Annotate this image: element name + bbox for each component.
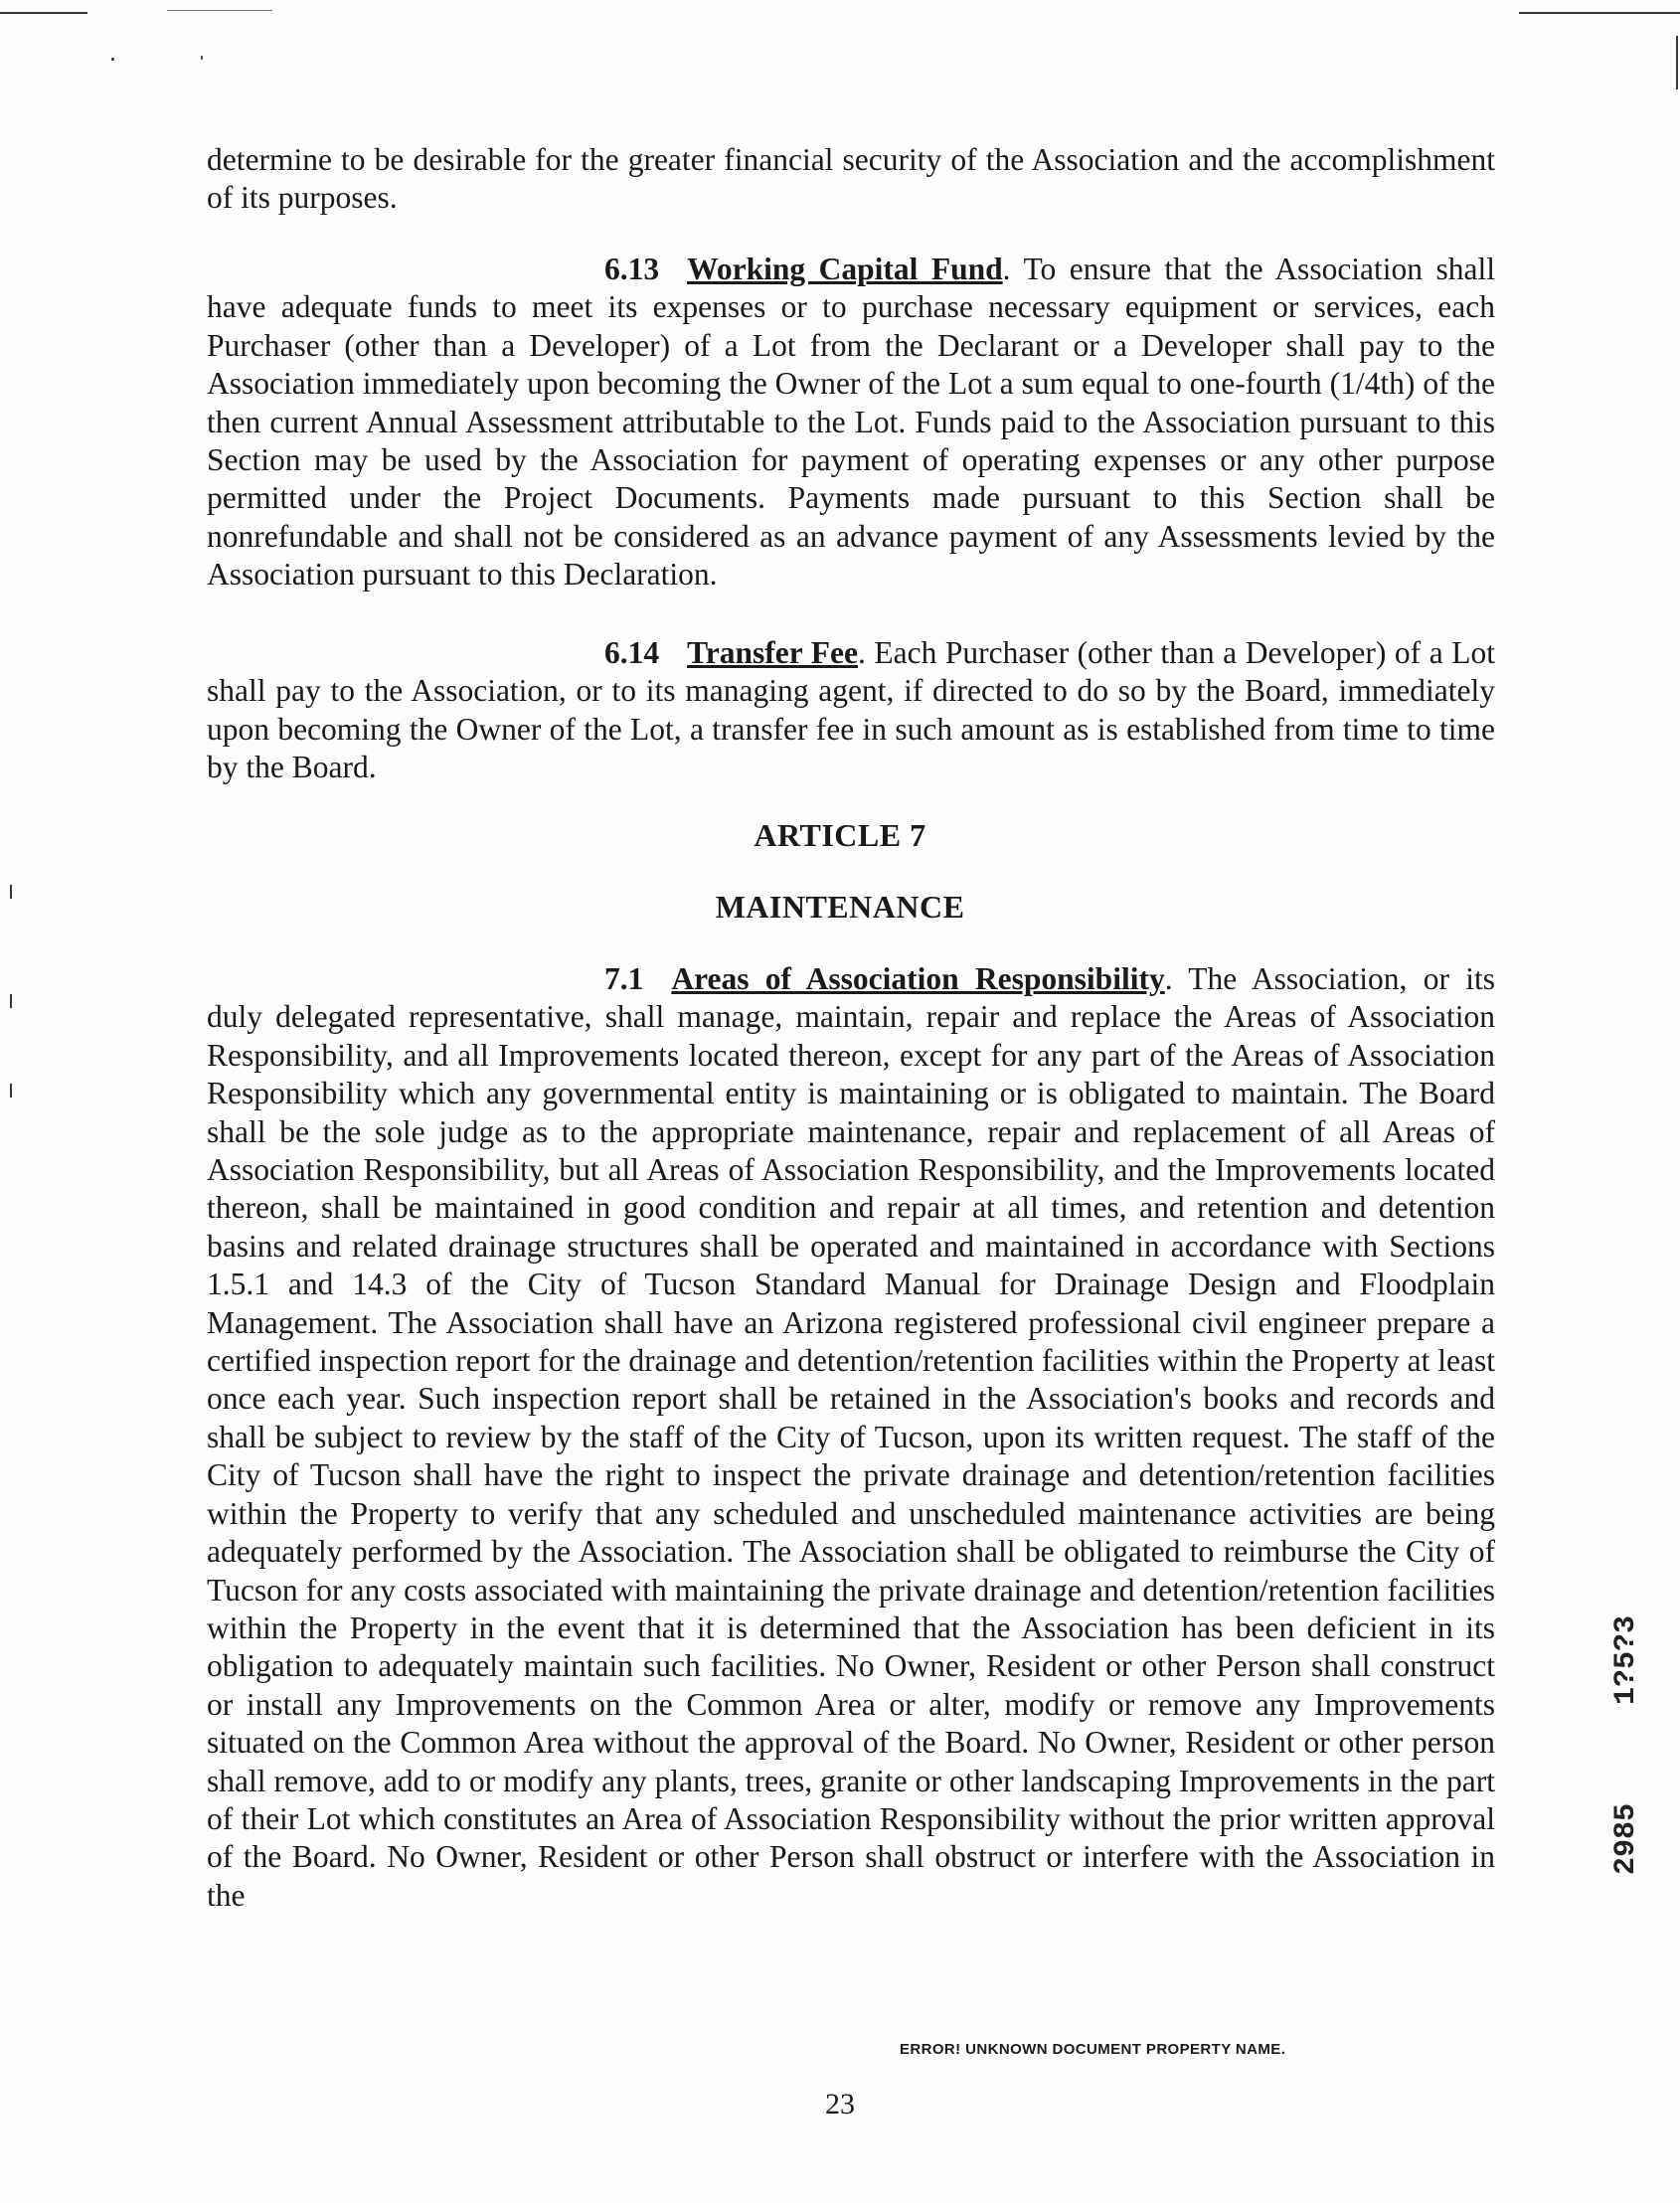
section-6-14: [207, 634, 1495, 787]
section-title: Areas of Association Responsibility: [671, 961, 1165, 996]
article-title: MAINTENANCE: [715, 889, 965, 925]
footer-document-code: ERROR! UNKNOWN DOCUMENT PROPERTY NAME.: [900, 2041, 1286, 2058]
section-body: . Each Purchaser (other than a Developer) of a Lot shall pay to the Association, or to its managing agent, if directed to do so by the Board, immediately upon becoming the Owner of the Lot, a transfer fee in such amount as is established from time to time by the Board.: [207, 635, 1495, 785]
margin-recording-stamp-top: 1?5?3: [1609, 1615, 1643, 1706]
scan-edge-line-top-center: [167, 10, 272, 11]
continued-paragraph: determine to be desirable for the greater financial security of the Association and the accomplishment of its purposes.: [207, 142, 1495, 216]
section-number: 7.1: [604, 961, 644, 996]
scan-edge-line-top-right: [1519, 12, 1680, 14]
section-7-1: [207, 960, 1495, 1915]
section-body: . The Association, or its duly delegated representative, shall manage, maintain, repair and replace the Areas of Association Responsibility, and all Improvements located thereon, except for any part of the Areas of Association Responsibility which any governmental entity is maintaining or is obligated to maintain. The Board shall be the sole judge as to the appropriate maintenance, repair and replacement of all Areas of Association Responsibility, but all Areas of Association Responsibility, and the Improvements located thereon, shall be maintained in good condition and repair at all times, and retention and detention basins and related drainage structures shall be operated and maintained in accordance with Sections 1.5.1 and 14.3 of the City of Tucson Standard Manual for Drainage Design and Floodplain Management. The Association shall have an Arizona registered professional civil engineer prepare a certified inspection report for the drainage and detention/retention facilities within the Property at least once each year. Such inspection report shall be retained in the Association's books and records and shall be subject to review by the staff of the City of Tucson, upon its written request. The staff of the City of Tucson shall have the right to inspect the private drainage and detention/retention facilities within the Property to verify that any scheduled and unscheduled maintenance activities are being adequately performed by the Association. The Association shall be obligated to reimburse the City of Tucson for any costs associated with maintaining the private drainage and detention/retention facilities within the Property in the event that it is determined that the Association has been deficient in its obligation to adequately maintain such facilities. No Owner, Resident or other Person shall construct or install any Improvements on the Common Area or alter, modify or remove any Improvements situated on the Common Area without the approval of the Board. No Owner, Resident or other person shall remove, add to or modify any plants, trees, granite or other landscaping Improvements in the part of their Lot which constitutes an Area of Association Responsibility without the prior written approval of the Board. No Owner, Resident or other Person shall obstruct or interfere with the Association in the: [207, 961, 1495, 1913]
margin-recording-stamp-bottom: 2985: [1609, 1803, 1643, 1876]
page-number: 23: [825, 2088, 855, 2120]
scan-speck: [111, 58, 114, 61]
scan-edge-line-top-left: [0, 12, 87, 14]
scan-speck: [201, 56, 203, 60]
section-title: Transfer Fee: [687, 635, 858, 670]
section-title: Working Capital Fund: [687, 252, 1003, 286]
section-number: 6.14: [604, 635, 660, 670]
article-heading: ARTICLE 7: [754, 817, 926, 853]
section-body: . To ensure that the Association shall have adequate funds to meet its expenses or to purchase necessary equipment or services, each Purchaser (other than a Developer) of a Lot from the Declarant or a Developer shall pay to the Association immediately upon becoming the Owner of the Lot a sum equal to one-fourth (1/4th) of the then current Annual Assessment attributable to the Lot. Funds paid to the Association pursuant to this Section may be used by the Association for payment of operating expenses or any other purpose permitted under the Project Documents. Payments made pursuant to this Section shall be nonrefundable and shall not be considered as an advance payment of any Assessments levied by the Association pursuant to this Declaration.: [207, 252, 1496, 593]
section-number: 6.13: [604, 252, 660, 286]
scan-edge-line-right: [1676, 36, 1678, 89]
scan-tick-left: [10, 994, 12, 1008]
scan-tick-left: [10, 1084, 12, 1098]
section-6-13: [207, 251, 1495, 594]
